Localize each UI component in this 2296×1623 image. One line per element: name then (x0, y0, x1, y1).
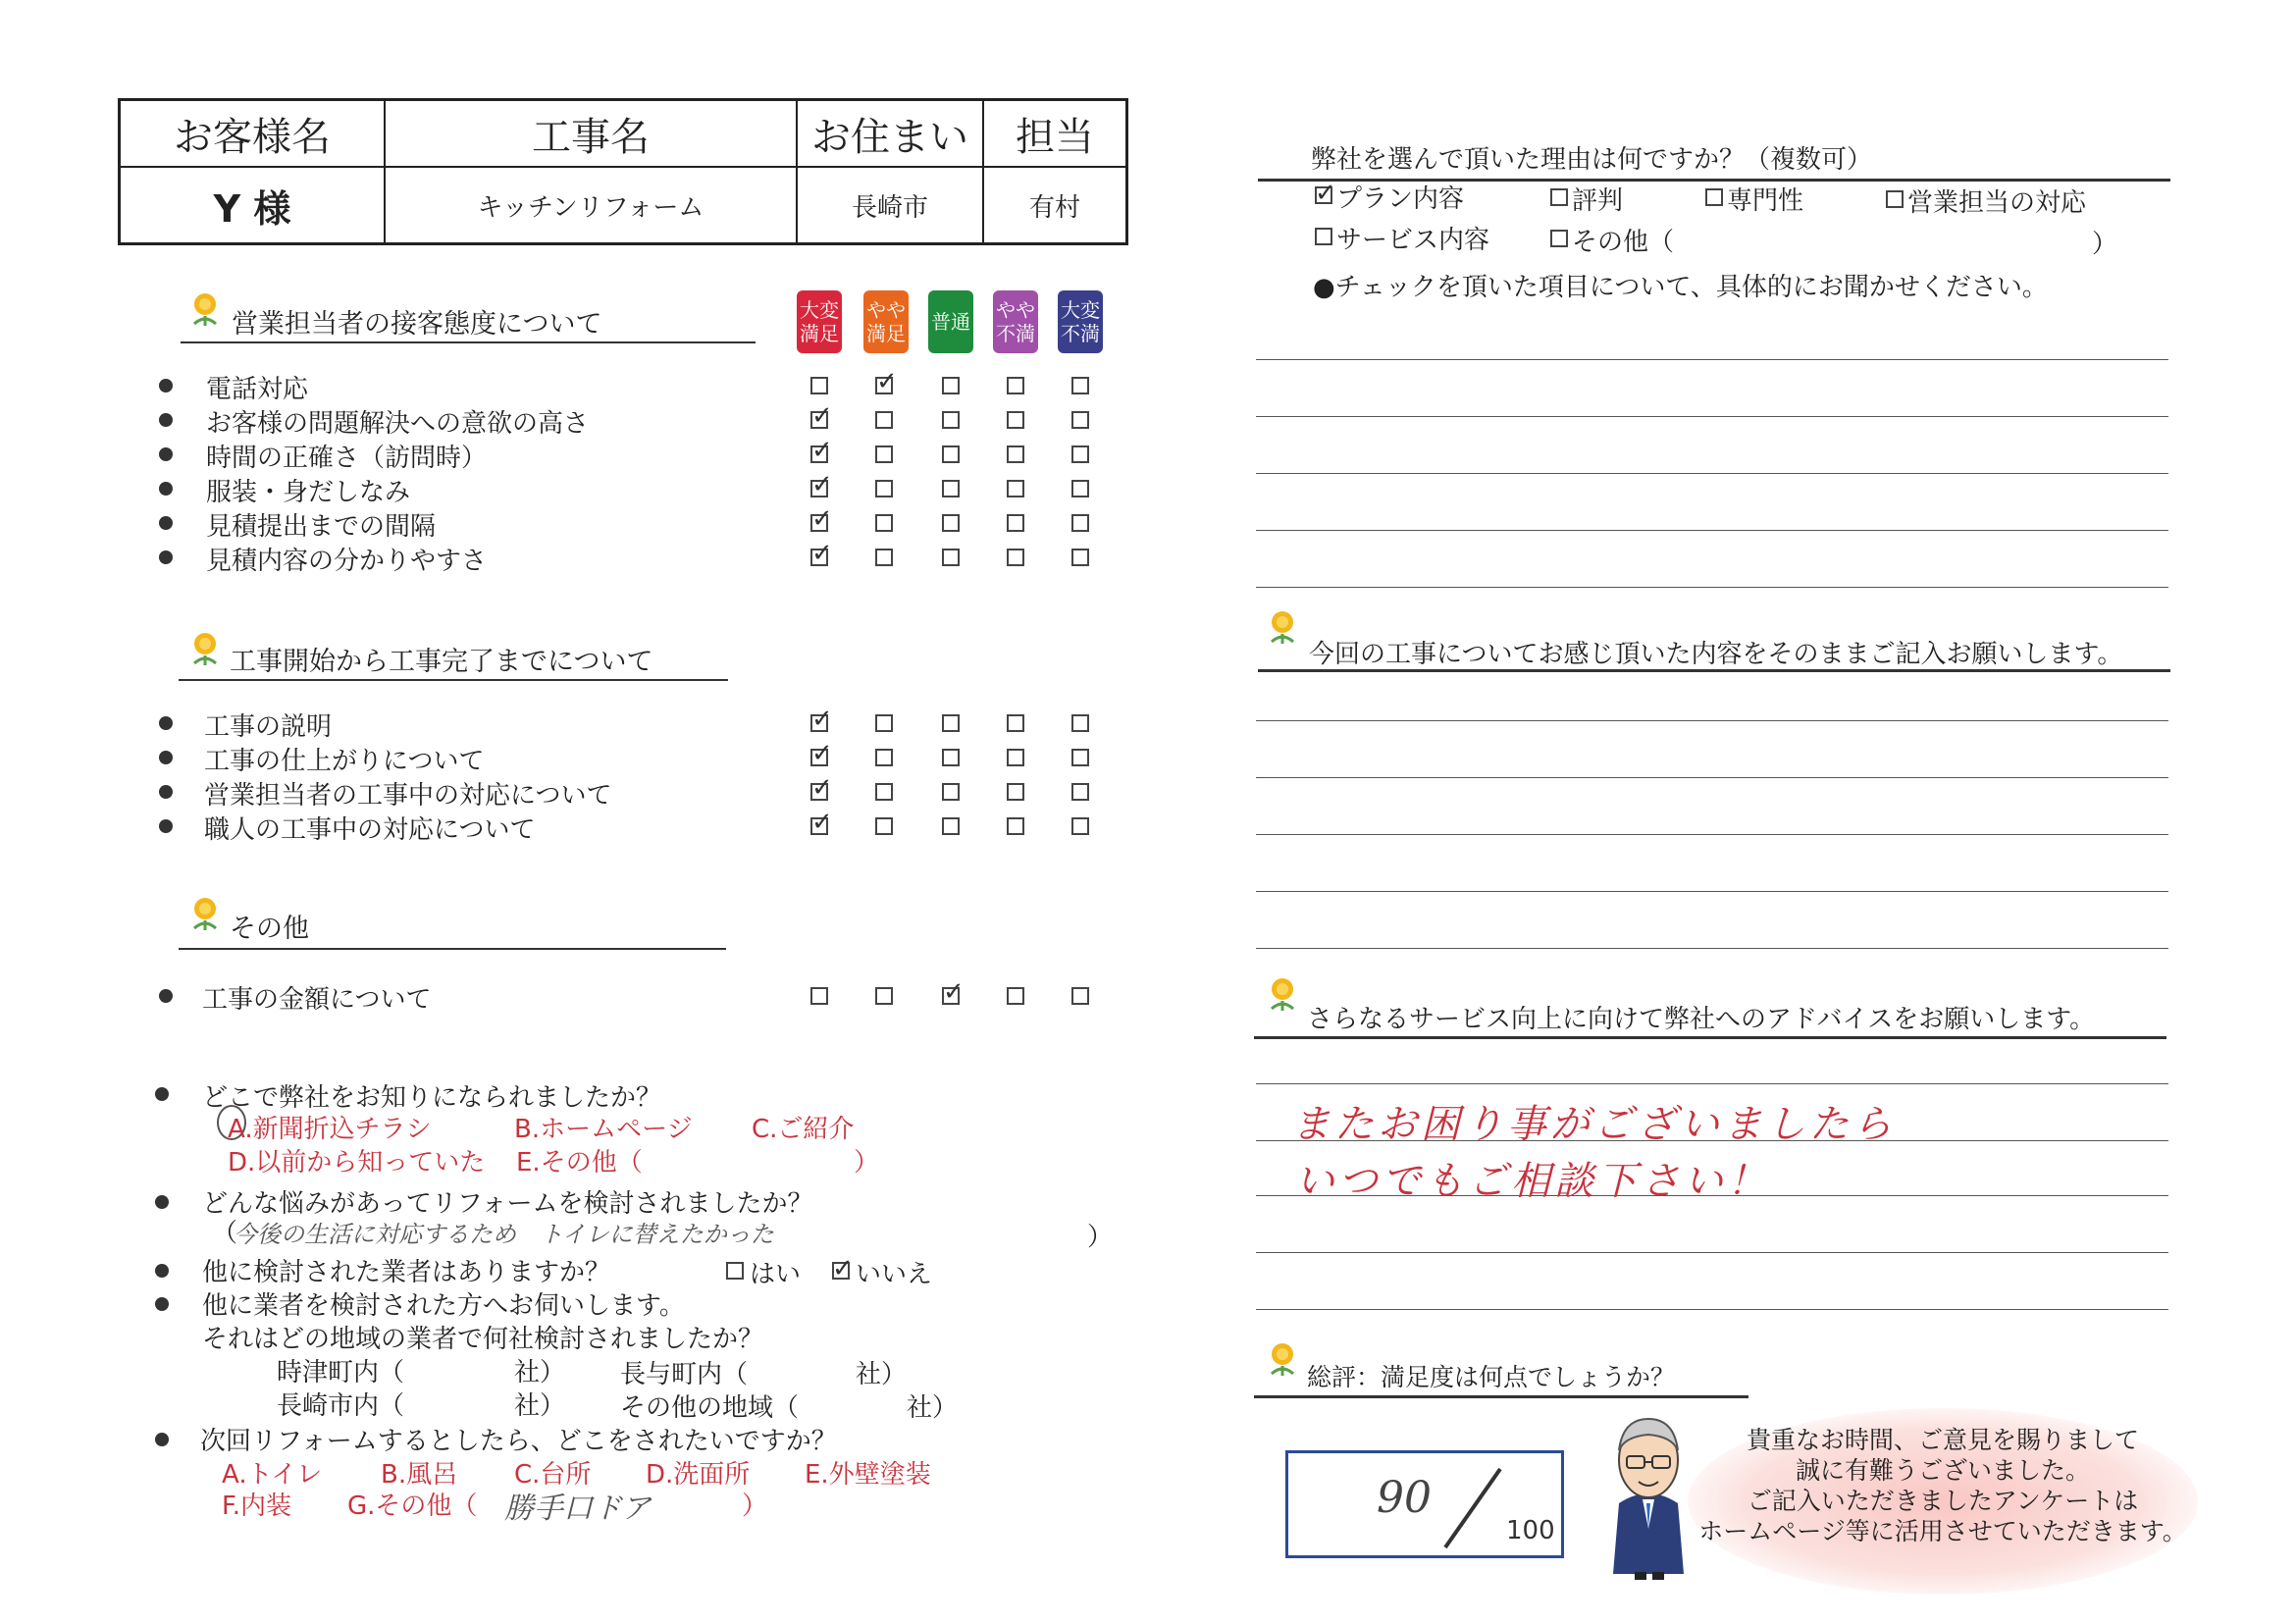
section-construction-title: 工事開始から工事完了までについて (230, 647, 653, 677)
q1-option-e: E.その他（ (516, 1148, 643, 1178)
check-mark-icon: ✓ (811, 739, 833, 768)
q3-text: 他に検討された業者はありますか？ (202, 1258, 611, 1287)
residence-cell (798, 168, 984, 242)
impression-title: 今回の工事についてお感じ頂いた内容をそのままご記入お願いします。 (1309, 640, 2123, 669)
q1-option-c: C.ご紹介 (752, 1115, 855, 1144)
construction-item-label: 工事の説明 (204, 712, 333, 742)
other-rating-checkbox[interactable] (1071, 987, 1089, 1005)
bullet (159, 482, 173, 496)
q4-region-3: 長崎市内（ (277, 1391, 405, 1421)
bullet (155, 1297, 169, 1311)
construction-item-label: 工事の仕上がりについて (204, 747, 485, 776)
reason-detail-prompt: ●チェックを頂いた項目について、具体的にお聞かせください。 (1313, 273, 2048, 302)
reason-plan-label: プラン内容 (1336, 184, 1465, 214)
sales-rating-checkbox[interactable] (875, 514, 893, 532)
sales-rating-checkbox[interactable] (1007, 514, 1024, 532)
thanks-message (1688, 1425, 2198, 1546)
construction-rating-checkbox[interactable] (1071, 783, 1089, 801)
check-mark-icon: ✓ (832, 1254, 854, 1283)
check-mark-icon: ✓ (811, 773, 833, 803)
sales-rating-checkbox[interactable] (942, 514, 960, 532)
answer-line (1256, 359, 2168, 360)
bullet (155, 1087, 169, 1101)
sales-rating-checkbox[interactable] (875, 549, 893, 566)
bullet (159, 751, 173, 764)
q1-text: どこで弊社をお知りになられましたか？ (202, 1083, 662, 1113)
col-staff-header (984, 101, 1125, 166)
sales-rating-checkbox[interactable] (1071, 514, 1089, 532)
q3-yes-checkbox[interactable] (726, 1262, 744, 1280)
construction-rating-checkbox[interactable] (1071, 714, 1089, 732)
bullet (159, 716, 173, 730)
q2-close-paren: ） (1087, 1223, 1114, 1252)
check-mark-icon: ✓ (811, 539, 833, 568)
construction-rating-checkbox[interactable] (875, 714, 893, 732)
construction-rating-checkbox[interactable] (1007, 749, 1024, 766)
q3-no-label: いいえ (856, 1260, 933, 1289)
thanks-line-1: 貴重なお時間、ご意見を賜りまして (1746, 1426, 2139, 1454)
reason-service-checkbox[interactable] (1315, 228, 1332, 245)
col-customer-header (121, 101, 386, 166)
residence-name: 長崎市 (851, 192, 928, 223)
thanks-line-4: ホームページ等に活用させていただきます。 (1698, 1517, 2187, 1545)
q1-option-e-close: ） (854, 1148, 880, 1178)
q1-option-d: D.以前から知っていた (228, 1148, 486, 1178)
construction-rating-checkbox[interactable] (1007, 817, 1024, 835)
staff-name: 有村 (1028, 192, 1080, 223)
reason-expertise-label: 専門性 (1727, 186, 1804, 216)
construction-rating-checkbox[interactable] (942, 749, 960, 766)
check-mark-icon: ✓ (811, 504, 833, 534)
thanks-line-2: 誠に有難うございました。 (1795, 1456, 2090, 1485)
q5-option-e: E.外壁塗装 (805, 1460, 931, 1490)
q5-option-a: A.トイレ (222, 1460, 323, 1490)
check-mark-icon: ✓ (1315, 179, 1336, 208)
reason-service-label: サービス内容 (1336, 226, 1490, 255)
construction-rating-checkbox[interactable] (942, 714, 960, 732)
q1-option-b: B.ホームページ (514, 1115, 693, 1144)
check-mark-icon: ✓ (811, 470, 833, 499)
sales-item-label: お客様の問題解決への意欲の高さ (206, 409, 590, 439)
bullet (159, 989, 173, 1003)
other-rating-checkbox[interactable] (810, 987, 828, 1005)
check-mark-icon: ✓ (811, 808, 833, 837)
bullet (159, 379, 173, 393)
advice-underline (1254, 1036, 2166, 1039)
answer-line (1256, 777, 2168, 778)
work-name: キッチンリフォーム (477, 192, 704, 223)
q5-option-g: G.その他（ (347, 1492, 478, 1521)
rating-header-1: 大変 満足 (797, 290, 842, 353)
col-customer-label: お客様名 (174, 114, 331, 160)
other-rating-checkbox[interactable] (1007, 987, 1024, 1005)
rating-header-2: やや 満足 (863, 290, 909, 353)
sales-rating-checkbox[interactable] (942, 549, 960, 566)
construction-rating-checkbox[interactable] (1007, 783, 1024, 801)
construction-rating-checkbox[interactable] (1007, 714, 1024, 732)
flower-icon (188, 630, 222, 669)
q2-text: どんな悩みがあってリフォームを検討されましたか？ (202, 1189, 813, 1219)
sales-rating-checkbox[interactable] (1071, 445, 1089, 463)
advice-handwritten-line-1: またお困り事がございましたら (1291, 1102, 1896, 1147)
section-sales-underline (181, 341, 756, 343)
score-value: 90 (1377, 1473, 1432, 1523)
construction-item-label: 営業担当者の工事中の対応について (204, 781, 612, 811)
flower-icon (188, 290, 222, 330)
reason-other-close: ） (2092, 230, 2118, 259)
flower-icon (1266, 975, 1299, 1015)
bullet (159, 819, 173, 833)
score-box (1285, 1450, 1564, 1558)
q5-option-f: F.内装 (222, 1492, 292, 1521)
check-mark-icon: ✓ (811, 401, 833, 431)
check-mark-icon: ✓ (811, 705, 833, 734)
impression-underline (1258, 669, 2170, 672)
answer-line (1256, 891, 2168, 892)
col-work-label: 工事名 (532, 114, 650, 160)
score-title: 総評：満足度は何点でしょうか？ (1307, 1363, 1676, 1391)
section-other-title: その他 (230, 914, 309, 944)
q5-option-d: D.洗面所 (646, 1460, 751, 1490)
sales-rating-checkbox[interactable] (942, 445, 960, 463)
rating-header-3: 普通 (928, 290, 973, 353)
reason-expertise-checkbox[interactable] (1705, 188, 1723, 206)
sales-rating-checkbox[interactable] (875, 480, 893, 497)
other-rating-checkbox[interactable] (875, 987, 893, 1005)
section-construction-underline (179, 679, 728, 681)
bullet (159, 447, 173, 461)
score-underline (1254, 1395, 1748, 1398)
sales-item-label: 時間の正確さ（訪問時） (206, 444, 488, 473)
col-work-header (386, 101, 798, 166)
customer-cell (121, 168, 386, 242)
sales-rating-checkbox[interactable] (942, 480, 960, 497)
bullet (159, 550, 173, 564)
sales-rating-checkbox[interactable] (875, 445, 893, 463)
answer-line (1256, 948, 2168, 949)
sales-rating-checkbox[interactable] (1007, 480, 1024, 497)
bullet (155, 1195, 169, 1209)
answer-line (1256, 530, 2168, 531)
check-mark-icon: ✓ (943, 977, 965, 1007)
rating-header-5: 大変 不満 (1058, 290, 1103, 353)
bullet (159, 516, 173, 530)
answer-line (1256, 1252, 2168, 1253)
customer-info-table (118, 98, 1128, 245)
q5-option-c: C.台所 (514, 1460, 592, 1490)
q4-region-2-unit: 社） (856, 1360, 908, 1389)
staff-mascot-illustration (1599, 1405, 1697, 1582)
q4-region-4-unit: 社） (907, 1393, 959, 1423)
construction-rating-checkbox[interactable] (1071, 749, 1089, 766)
staff-cell (984, 168, 1125, 242)
section-sales-title: 営業担当者の接客態度について (232, 309, 602, 340)
q1-option-a: A.新聞折込チラシ (228, 1115, 432, 1144)
answer-line (1256, 1309, 2168, 1310)
sales-item-label: 見積内容の分かりやすさ (206, 547, 488, 576)
q4-region-1: 時津町内（ (277, 1358, 405, 1387)
check-mark-icon: ✓ (876, 367, 898, 396)
q4-region-2: 長与町内（ (620, 1360, 749, 1389)
sales-rating-checkbox[interactable] (1007, 377, 1024, 394)
q4-region-1-unit: 社） (514, 1358, 566, 1387)
q3-yes-label: はい (750, 1260, 802, 1289)
answer-line (1256, 473, 2168, 474)
score-slash (1435, 1463, 1504, 1551)
bullet (155, 1264, 169, 1278)
sales-rating-checkbox[interactable] (942, 411, 960, 429)
sales-rating-checkbox[interactable] (1007, 445, 1024, 463)
q4-region-3-unit: 社） (514, 1391, 566, 1421)
col-staff-label: 担当 (1016, 114, 1094, 160)
reason-other-checkbox[interactable] (1550, 230, 1568, 247)
sales-rating-checkbox[interactable] (810, 377, 828, 394)
sales-rating-checkbox[interactable] (1071, 480, 1089, 497)
q4-region-4: その他の地域（ (620, 1393, 800, 1423)
sales-item-label: 服装・身だしなみ (206, 478, 411, 507)
answer-line (1256, 587, 2168, 588)
q4-text: 他に業者を検討された方へお伺いします。 (202, 1291, 685, 1321)
sales-rating-checkbox[interactable] (875, 411, 893, 429)
other-item-label: 工事の金額について (202, 985, 432, 1015)
sales-rating-checkbox[interactable] (1071, 411, 1089, 429)
answer-line (1256, 834, 2168, 835)
construction-item-label: 職人の工事中の対応について (204, 815, 536, 845)
score-max: 100 (1506, 1516, 1555, 1545)
answer-line (1256, 416, 2168, 417)
reason-sales-label: 営業担当の対応 (1907, 188, 2087, 218)
flower-icon (188, 895, 222, 934)
thanks-line-3: ご記入いただきましたアンケートは (1747, 1487, 2139, 1515)
q2-open-paren: （ (212, 1219, 238, 1248)
q5-option-g-close: ） (742, 1492, 768, 1521)
section-other-underline (179, 948, 726, 950)
advice-handwritten-line-2: いつでもご相談下さい！ (1295, 1159, 1770, 1204)
col-residence-header (798, 101, 984, 166)
bullet (155, 1433, 169, 1446)
q4-subtext: それはどの地域の業者で何社検討されましたか？ (202, 1325, 764, 1354)
col-residence-label: お住まい (811, 114, 968, 160)
work-cell (386, 168, 798, 242)
bullet (159, 413, 173, 427)
sales-rating-checkbox[interactable] (942, 377, 960, 394)
sales-item-label: 電話対応 (206, 375, 309, 404)
sales-item-label: 見積提出までの間隔 (206, 512, 437, 542)
construction-rating-checkbox[interactable] (875, 749, 893, 766)
sales-rating-checkbox[interactable] (1007, 549, 1024, 566)
answer-line (1256, 720, 2168, 721)
reason-reputation-label: 評判 (1572, 186, 1624, 216)
q2-handwritten-answer: 今後の生活に対応するため トイレに替えたかった (234, 1221, 774, 1248)
reason-sales-checkbox[interactable] (1886, 190, 1904, 208)
construction-rating-checkbox[interactable] (875, 817, 893, 835)
bullet (159, 785, 173, 799)
q5-option-b: B.風呂 (381, 1460, 458, 1490)
answer-line (1256, 1083, 2168, 1084)
flower-icon (1266, 1340, 1299, 1380)
construction-rating-checkbox[interactable] (1071, 817, 1089, 835)
q5-text: 次回リフォームするとしたら、どこをされたいですか？ (200, 1427, 837, 1456)
reason-reputation-checkbox[interactable] (1550, 188, 1568, 206)
advice-title: さらなるサービス向上に向けて弊社へのアドバイスをお願いします。 (1307, 1005, 2096, 1034)
construction-rating-checkbox[interactable] (942, 783, 960, 801)
sales-rating-checkbox[interactable] (1071, 549, 1089, 566)
q5-handwritten-answer: 勝手口ドア (504, 1492, 652, 1526)
check-mark-icon: ✓ (811, 436, 833, 465)
construction-rating-checkbox[interactable] (875, 783, 893, 801)
customer-name: Y 様 (213, 186, 291, 231)
rating-header-4: やや 不満 (993, 290, 1038, 353)
reason-title: 弊社を選んで頂いた理由は何ですか？（複数可） (1311, 145, 1873, 175)
sales-rating-checkbox[interactable] (1007, 411, 1024, 429)
construction-rating-checkbox[interactable] (942, 817, 960, 835)
reason-other-label: その他（ (1572, 228, 1675, 257)
sales-rating-checkbox[interactable] (1071, 377, 1089, 394)
flower-icon (1266, 608, 1299, 648)
